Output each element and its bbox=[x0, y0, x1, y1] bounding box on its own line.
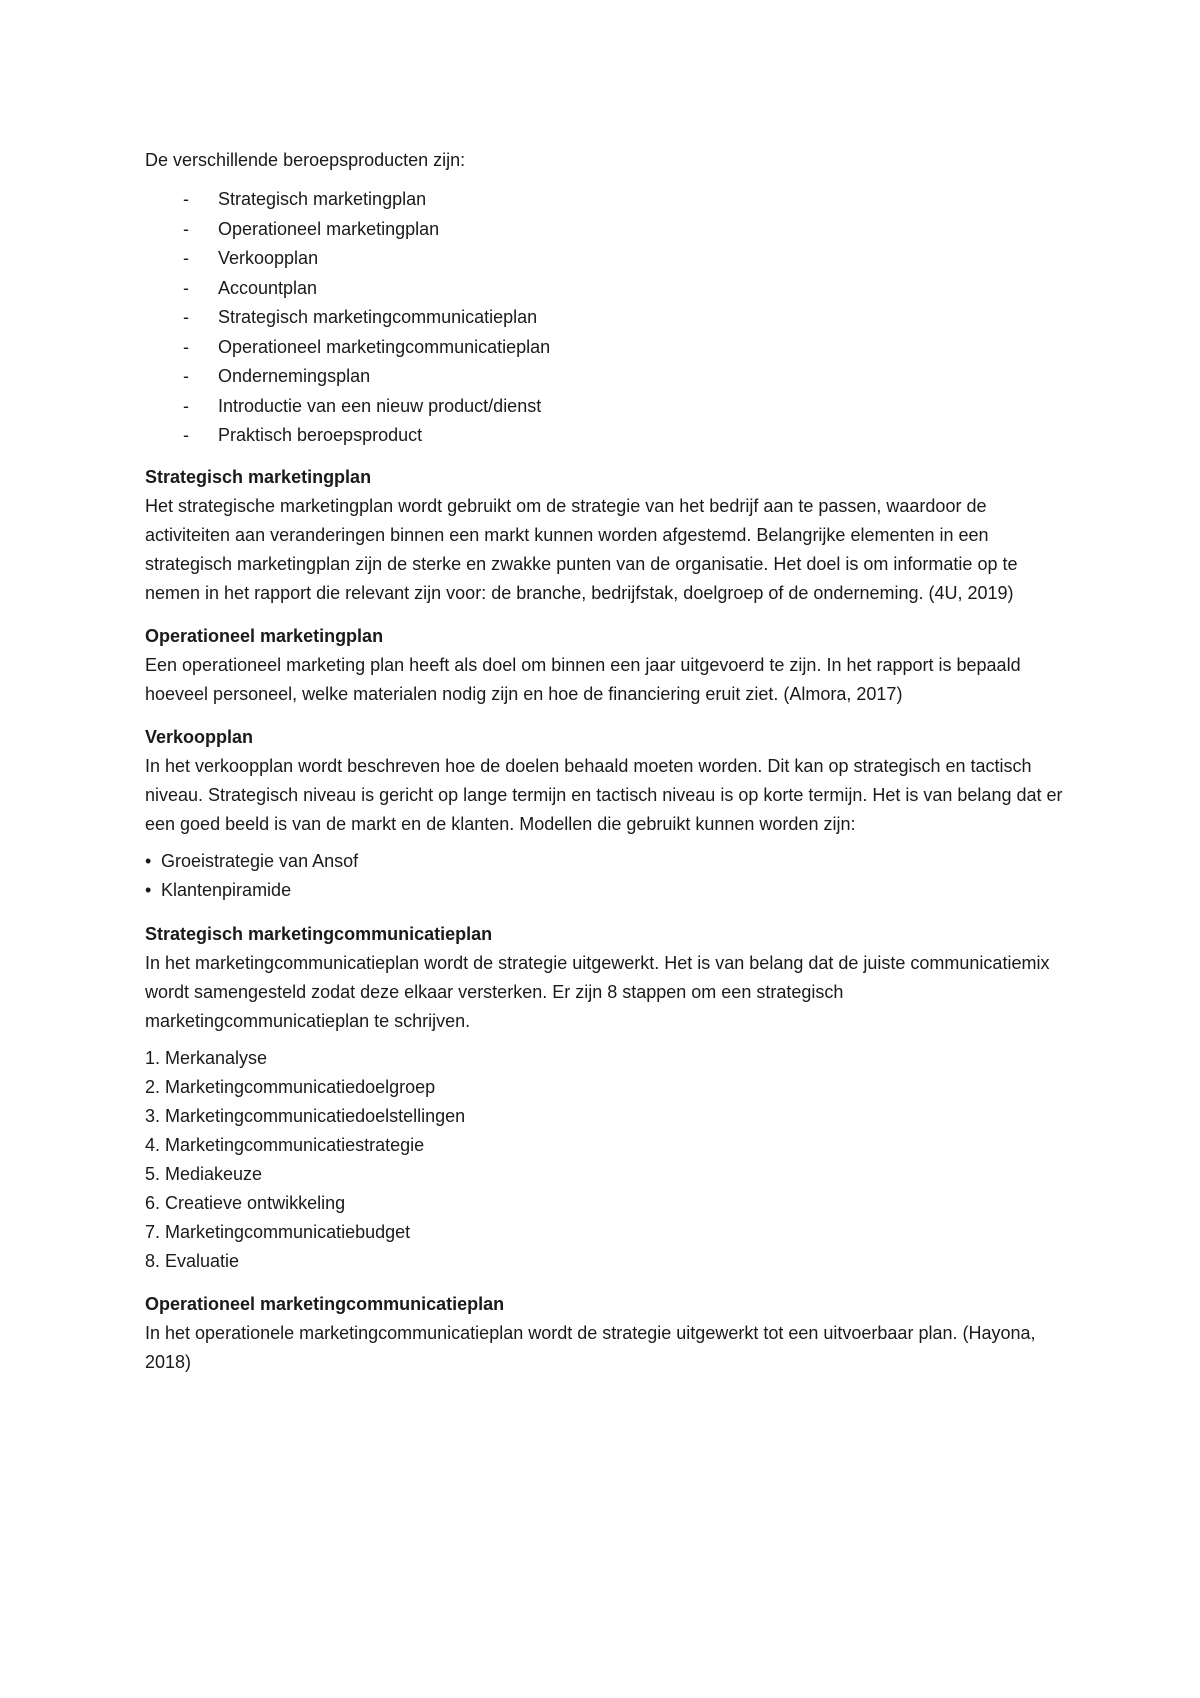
list-item: 5. Mediakeuze bbox=[145, 1163, 263, 1184]
list-item: • Groeistrategie van Ansof bbox=[145, 847, 1070, 877]
bullet-marker: • bbox=[145, 880, 152, 900]
section-heading: Strategisch marketingcommunicatieplan bbox=[145, 923, 493, 944]
section-strategisch-marketingcommunicatieplan bbox=[145, 920, 1070, 1276]
products-list bbox=[145, 185, 1070, 451]
list-item: - Operationeel marketingplan bbox=[145, 215, 1070, 245]
section-heading: Strategisch marketingplan bbox=[145, 466, 372, 487]
list-item: - Praktisch beroepsproduct bbox=[145, 421, 1070, 451]
dash-marker: - bbox=[183, 277, 189, 298]
models-list bbox=[145, 847, 1070, 906]
dash-marker: - bbox=[183, 366, 189, 386]
dash-marker: - bbox=[183, 336, 189, 357]
list-item: 4. Marketingcommunicatiestrategie bbox=[145, 1134, 425, 1155]
list-item: - Strategisch marketingcommunicatieplan bbox=[145, 303, 1070, 333]
dash-marker: - bbox=[183, 248, 189, 268]
list-item: 2. Marketingcommunicatiedoelgroep bbox=[145, 1076, 436, 1097]
section-body: In het operationele marketingcommunicatieplan wordt de strategie uitgewerkt tot een uitvoerbaar plan. (Hayona, 2018) bbox=[145, 1322, 1036, 1372]
list-item: 7. Marketingcommunicatiebudget bbox=[145, 1221, 411, 1242]
dash-marker: - bbox=[183, 189, 189, 209]
dash-marker: - bbox=[183, 395, 189, 416]
dash-marker: - bbox=[183, 307, 189, 327]
list-item: 8. Evaluatie bbox=[145, 1250, 240, 1271]
section-strategisch-marketingplan bbox=[145, 463, 1070, 608]
list-item: • Klantenpiramide bbox=[145, 876, 1070, 906]
list-item: - Strategisch marketingplan bbox=[145, 185, 1070, 215]
list-item: - Operationeel marketingcommunicatieplan bbox=[145, 333, 1070, 363]
section-body: Een operationeel marketing plan heeft als doel om binnen een jaar uitgevoerd te zijn. In het rapport is bepaald hoeveel personeel, welke materialen nodig zijn en hoe de financiering eruit ziet. (Almora, 2017) bbox=[145, 654, 1021, 704]
steps-list bbox=[145, 1044, 1070, 1276]
bullet-marker: • bbox=[145, 850, 152, 871]
section-heading: Operationeel marketingcommunicatieplan bbox=[145, 1293, 505, 1314]
list-item: - Introductie van een nieuw product/dienst bbox=[145, 392, 1070, 422]
section-heading: Verkoopplan bbox=[145, 726, 254, 747]
section-heading: Operationeel marketingplan bbox=[145, 625, 384, 646]
list-item: - Ondernemingsplan bbox=[145, 362, 1070, 392]
section-operationeel-marketingplan bbox=[145, 622, 1070, 709]
list-item: 1. Merkanalyse bbox=[145, 1047, 268, 1068]
list-item: 6. Creatieve ontwikkeling bbox=[145, 1192, 346, 1213]
intro-text: De verschillende beroepsproducten zijn: bbox=[145, 150, 466, 170]
list-item: - Accountplan bbox=[145, 274, 1070, 304]
section-operationeel-marketingcommunicatieplan bbox=[145, 1290, 1070, 1377]
section-body: In het verkoopplan wordt beschreven hoe de doelen behaald moeten worden. Dit kan op strategisch en tactisch niveau. Strategisch niveau is gericht op lange termijn en tactisch niveau is op korte termijn. Het is van belang dat er een goed beeld is van de markt en de klanten. Modellen die gebruikt kunnen worden zijn: bbox=[145, 755, 1063, 834]
dash-marker: - bbox=[183, 218, 189, 239]
section-body: Het strategische marketingplan wordt gebruikt om de strategie van het bedrijf aan te passen, waardoor de activiteiten aan veranderingen binnen een markt kunnen worden afgestemd. Belangrijke elementen in een strategisch marketingplan zijn de sterke en zwakke punten van de organisatie. Het doel is om informatie op te nemen in het rapport die relevant zijn voor: de branche, bedrijfstak, doelgroep of de onderneming. (4U, 2019) bbox=[145, 495, 1018, 603]
dash-marker: - bbox=[183, 425, 189, 445]
section-body: In het marketingcommunicatieplan wordt de strategie uitgewerkt. Het is van belang dat de juiste communicatiemix wordt samengesteld zodat deze elkaar versterken. Er zijn 8 stappen om een strategisch marketingcommunicatieplan te schrijven. bbox=[145, 952, 1050, 1031]
list-item: 3. Marketingcommunicatiedoelstellingen bbox=[145, 1105, 466, 1126]
list-item: - Verkoopplan bbox=[145, 244, 1070, 274]
section-verkoopplan bbox=[145, 723, 1070, 906]
